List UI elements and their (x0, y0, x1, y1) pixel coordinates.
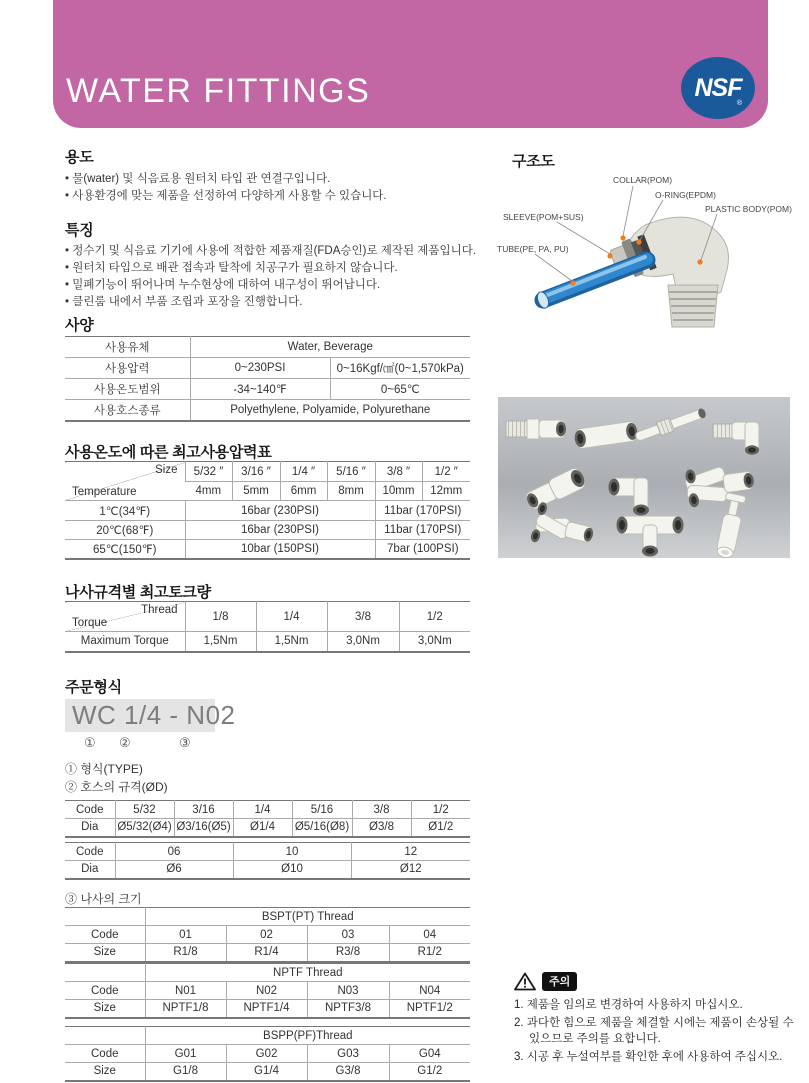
warning-item: 2. 과다한 힘으로 제품을 체결할 시에는 제품이 손상될 수 있으므로 주의를 요합니다. (514, 1016, 794, 1045)
marker-2: ② (119, 735, 131, 750)
features-bullets (65, 243, 476, 311)
spec-value: Water, Beverage (190, 337, 470, 358)
hose-dia: Ø1/4 (233, 819, 292, 837)
row-label-code: Code (65, 1045, 145, 1063)
spec-value: 0~65℃ (330, 379, 470, 400)
thread-code: 02 (226, 926, 307, 944)
thread-size-value: G3/8 (307, 1063, 389, 1081)
hose-dia: Ø1/2 (411, 819, 470, 837)
hose-code: 5/16 (292, 801, 352, 819)
size-inch: 3/8 ″ (375, 462, 422, 482)
thread-size-value: NPTF3/8 (307, 1000, 389, 1018)
thread-table-bspt (65, 907, 470, 963)
size-inch: 5/16 ″ (327, 462, 375, 482)
torque-row-label: Maximum Torque (80, 635, 169, 648)
hose-size-table-inch (65, 800, 470, 838)
pressure-value: 16bar (230PSI) (185, 501, 375, 521)
warning-header (514, 972, 577, 991)
temp-cell: 20℃(68℉) (65, 521, 185, 540)
temp-cell: 65℃(150℉) (93, 543, 157, 556)
section-order-title: 주문형식 (65, 679, 122, 696)
thread-table-header: NPTF Thread (145, 964, 470, 982)
thread-code: G04 (389, 1045, 470, 1063)
thread-size: 3/8 (327, 602, 399, 632)
thread-size-value: NPTF1/4 (226, 1000, 307, 1018)
spec-label: 사용유체 (65, 337, 190, 358)
temp-cell: 1℃(34℉) (65, 501, 185, 521)
size-mm: 10mm (375, 482, 422, 501)
warning-list (514, 997, 798, 1066)
pressure-value: 11bar (170PSI) (375, 501, 470, 521)
thread-code: N02 (226, 982, 307, 1000)
feature-bullet: • 정수기 및 식음료 기기에 사용에 적합한 제품재질(FDA승인)로 제작된 제품입니다. (65, 245, 477, 257)
hose-code: 12 (351, 843, 470, 861)
hose-code: 5/32 (115, 801, 174, 819)
torque-value: 3,0Nm (399, 632, 470, 652)
thread-size-value: R1/4 (226, 944, 307, 962)
section-structure-title: 구조도 (512, 153, 555, 170)
fitting-illustration (506, 419, 566, 439)
corner-temperature-label: Temperature (72, 486, 137, 498)
order-note-hose: ② 호스의 규격(ØD) (65, 780, 168, 794)
size-mm: 4mm (185, 482, 232, 501)
thread-size: 1/4 (256, 602, 327, 632)
torque-corner-cell (65, 602, 185, 632)
row-label-code: Code (65, 926, 145, 944)
row-label-size: Size (93, 946, 116, 959)
pressure-value: 7bar (100PSI) (375, 540, 470, 559)
spec-value: 0~230PSI (190, 358, 330, 379)
hose-dia: Ø3/16(Ø5) (174, 819, 233, 837)
row-label-code: Code (65, 843, 115, 861)
torque-value: 3,0Nm (327, 632, 399, 652)
torque-value: 1,5Nm (256, 632, 327, 652)
product-photo (498, 397, 790, 558)
thread-size-value: NPTF1/8 (145, 1000, 226, 1018)
feature-bullet: • 원터치 타입으로 배관 접속과 탈착에 치공구가 필요하지 않습니다. (65, 262, 398, 274)
label-plastic-body: PLASTIC BODY(POM) (705, 204, 792, 214)
callout-dot-collar (620, 235, 625, 240)
label-tube: TUBE(PE, PA, PU) (497, 244, 569, 254)
empty-cell (65, 1027, 145, 1045)
hose-code: 10 (233, 843, 351, 861)
section-usage-title: 용도 (65, 149, 94, 166)
page-title: WATER FITTINGS (66, 72, 371, 110)
size-mm: 5mm (232, 482, 280, 501)
marker-1: ① (84, 735, 96, 750)
label-sleeve: SLEEVE(POM+SUS) (503, 212, 584, 222)
thread-size: 1/8 (185, 602, 256, 632)
empty-cell (65, 908, 145, 926)
callout-dot-tube (570, 280, 575, 285)
size-mm: 8mm (327, 482, 375, 501)
thread-table-header: BSPT(PT) Thread (145, 908, 470, 926)
thread-size-value: R1/2 (389, 944, 470, 962)
callout-dot-body (697, 259, 702, 264)
label-oring: O-RING(EPDM) (655, 190, 716, 200)
usage-bullet: • 물(water) 및 식음료용 원터치 타입 관 연결구입니다. (65, 173, 331, 185)
size-inch: 1/4 ″ (280, 462, 327, 482)
thread-table-bspp (65, 1026, 470, 1082)
corner-thread-label: Thread (141, 604, 178, 616)
callout-dot-sleeve (607, 253, 612, 258)
thread-code: N03 (307, 982, 389, 1000)
label-collar: COLLAR(POM) (613, 175, 673, 185)
usage-bullet: • 사용환경에 맞는 제품을 선정하여 다양하게 사용할 수 있습니다. (65, 190, 387, 202)
order-note-thread: ③ 나사의 크기 (65, 892, 142, 906)
pressure-table (65, 461, 470, 560)
thread-code: 04 (389, 926, 470, 944)
size-mm: 12mm (422, 482, 470, 501)
hose-dia: Ø12 (351, 861, 470, 879)
size-inch: 3/16 ″ (232, 462, 280, 482)
nsf-logo (681, 57, 755, 119)
hose-dia: Ø5/32(Ø4) (115, 819, 174, 837)
warning-item: 3. 시공 후 누설여부를 확인한 후에 사용하여 주십시오. (514, 1050, 783, 1063)
thread-size-value: G1/8 (145, 1063, 226, 1081)
spec-label: 사용압력 (65, 358, 190, 379)
torque-value: 1,5Nm (185, 632, 256, 652)
warning-item: 1. 제품을 임의로 변경하여 사용하지 마십시오. (514, 999, 743, 1011)
row-label-dia: Dia (81, 863, 99, 876)
row-label-code: Code (65, 801, 115, 819)
size-inch: 5/32 ″ (185, 462, 232, 482)
section-spec-title: 사양 (65, 317, 94, 334)
row-label-size: Size (93, 1002, 116, 1015)
thread-table-header: BSPP(PF)Thread (145, 1027, 470, 1045)
section-features-title: 특징 (65, 222, 94, 239)
hose-code: 06 (115, 843, 233, 861)
corner-torque-label: Torque (72, 617, 108, 629)
hose-code: 1/2 (411, 801, 470, 819)
hose-code: 3/16 (174, 801, 233, 819)
thread-code: G02 (226, 1045, 307, 1063)
torque-table (65, 601, 470, 653)
hose-size-table-mm (65, 842, 470, 880)
hose-code: 3/8 (352, 801, 411, 819)
warning-badge: 주의 (542, 972, 577, 991)
order-code: WC 1/4 - N02 (65, 699, 215, 732)
warning-triangle-icon (514, 972, 536, 991)
pressure-value: 10bar (150PSI) (185, 540, 375, 559)
row-label-code: Code (65, 982, 145, 1000)
corner-size-label: Size (155, 464, 178, 476)
size-inch: 1/2 ″ (422, 462, 470, 482)
tube-illustration (535, 257, 647, 310)
thread-size-value: NPTF1/2 (389, 1000, 470, 1018)
spec-table (65, 336, 470, 422)
thread-code: 03 (307, 926, 389, 944)
row-label-size: Size (93, 1065, 116, 1078)
nsf-registered-mark: ® (736, 100, 742, 107)
usage-bullets (65, 171, 387, 205)
spec-label: 사용호스종류 (93, 404, 161, 417)
hose-dia: Ø5/16(Ø8) (292, 819, 352, 837)
section-pressure-title: 사용온도에 따른 최고사용압력표 (65, 444, 272, 461)
thread-size-value: R3/8 (307, 944, 389, 962)
thread-code: G03 (307, 1045, 389, 1063)
spec-label: 사용온도범위 (65, 379, 190, 400)
callout-dot-oring (636, 239, 641, 244)
feature-bullet: • 밀폐기능이 뛰어나며 누수현상에 대하여 내구성이 뛰어납니다. (65, 279, 381, 291)
thread-size-value: G1/2 (389, 1063, 470, 1081)
pressure-value: 16bar (230PSI) (185, 521, 375, 540)
thread-table-nptf (65, 963, 470, 1019)
hose-code: 1/4 (233, 801, 292, 819)
spec-value: 0~16Kgf/㎠(0~1,570kPa) (330, 358, 470, 379)
marker-3: ③ (179, 735, 191, 750)
thread-code: 01 (145, 926, 226, 944)
size-mm: 6mm (280, 482, 327, 501)
thread-size-value: R1/8 (145, 944, 226, 962)
thread-code: G01 (145, 1045, 226, 1063)
spec-value: -34~140℉ (190, 379, 330, 400)
hose-dia: Ø10 (233, 861, 351, 879)
structure-diagram (495, 170, 797, 330)
thread-code: N04 (389, 982, 470, 1000)
order-note-type: ① 형식(TYPE) (65, 762, 143, 776)
pressure-corner-cell (65, 462, 185, 501)
thread-size-value: G1/4 (226, 1063, 307, 1081)
hose-dia: Ø3/8 (352, 819, 411, 837)
feature-bullet: • 클린룸 내에서 부품 조립과 포장을 진행합니다. (65, 296, 303, 308)
section-torque-title: 나사규격별 최고토크량 (65, 584, 211, 601)
pressure-value: 11bar (170PSI) (375, 521, 470, 540)
empty-cell (65, 964, 145, 982)
thread-size: 1/2 (399, 602, 470, 632)
nsf-logo-text: NSF (694, 73, 742, 102)
hose-dia: Ø6 (115, 861, 233, 879)
thread-code: N01 (145, 982, 226, 1000)
spec-value: Polyethylene, Polyamide, Polyurethane (190, 400, 470, 421)
row-label-dia: Dia (81, 821, 99, 834)
